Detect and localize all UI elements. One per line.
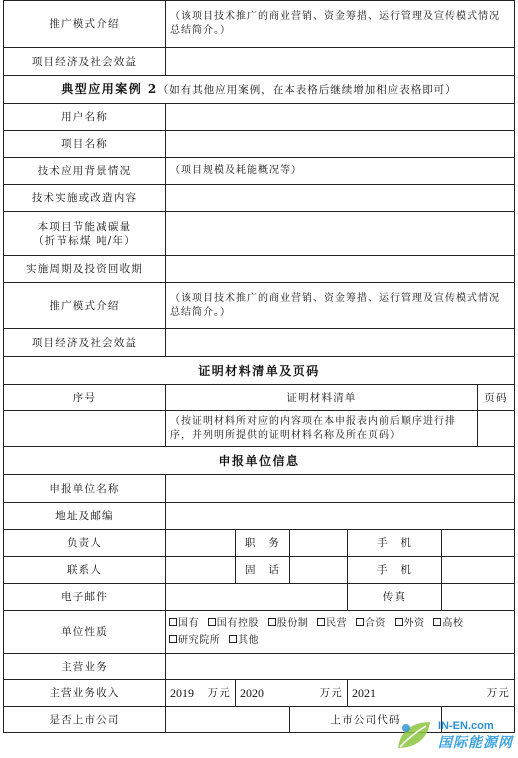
case2-benefit-row [4, 329, 515, 357]
nature-option-state-owned[interactable]: 国有 [169, 618, 199, 629]
applicant-phone-label: 固 话 [236, 557, 290, 584]
nature-option-university[interactable]: 高校 [433, 618, 463, 629]
case2-period-label: 实施周期及投资回收期 [4, 256, 166, 283]
applicant-revenue-label: 主营业务收入 [4, 680, 166, 707]
evidence-entry-row [4, 411, 515, 447]
applicant-mobile2-value[interactable] [442, 557, 515, 584]
application-form [3, 0, 514, 733]
applicant-phone-value[interactable] [290, 557, 348, 584]
case1-promotion-row [4, 1, 515, 48]
case2-user-row [4, 104, 515, 131]
applicant-mobile-value[interactable] [442, 530, 515, 557]
evidence-column-row [4, 385, 515, 411]
case2-saving-label [4, 212, 166, 256]
case1-benefit-label: 项目经济及社会效益 [4, 48, 166, 76]
case2-content-row [4, 185, 515, 212]
case2-project-row [4, 131, 515, 158]
evidence-col-list: 证明材料清单 [166, 385, 478, 411]
checkbox-icon[interactable] [433, 618, 441, 626]
watermark-en: IN-EN.com [438, 720, 494, 732]
revenue-year-2021: 2021 [352, 685, 376, 700]
applicant-business-value[interactable] [166, 654, 515, 680]
case2-period-value[interactable] [166, 256, 515, 283]
applicant-position-value[interactable] [290, 530, 348, 557]
evidence-col-page: 页码 [478, 385, 515, 411]
evidence-entry-page[interactable] [478, 411, 515, 447]
checkbox-icon[interactable] [356, 618, 364, 626]
case2-benefit-label: 项目经济及社会效益 [4, 329, 166, 357]
evidence-entry-note[interactable]: （按证明材料所对应的内容项在本申报表内前后顺序进行排序，并列明所提供的证明材料名称及所在页码） [166, 411, 478, 447]
applicant-mobile-label: 手 机 [348, 530, 442, 557]
revenue-unit-2021: 万元 [486, 686, 511, 699]
case1-promotion-note[interactable]: （该项目技术推广的商业营销、资金筹措、运行管理及宣传模式情况总结简介。） [166, 1, 515, 48]
case2-saving-label-line2: （折节标煤 吨/年） [33, 234, 136, 247]
revenue-2019-cell[interactable] [166, 680, 236, 707]
nature-option-state-controlled[interactable]: 国有控股 [208, 618, 259, 629]
nature-option-foreign[interactable]: 外资 [395, 618, 425, 629]
checkbox-icon[interactable] [395, 618, 403, 626]
applicant-fax-value[interactable] [442, 584, 515, 611]
case2-header-row [4, 76, 515, 104]
applicant-nature-options [166, 611, 515, 654]
watermark-cn: 国际能源网 [438, 734, 513, 750]
applicant-head-value[interactable] [166, 530, 236, 557]
applicant-email-value[interactable] [166, 584, 348, 611]
checkbox-icon[interactable] [317, 618, 325, 626]
checkbox-icon[interactable] [169, 618, 177, 626]
applicant-business-label: 主营业务 [4, 654, 166, 680]
revenue-year-2019: 2019 [170, 685, 194, 700]
applicant-address-row [4, 503, 515, 530]
form-table [3, 0, 515, 733]
case2-title-bold: 典型应用案例 2 [61, 82, 158, 96]
applicant-email-label: 电子邮件 [4, 584, 166, 611]
applicant-nature-row [4, 611, 515, 654]
case2-user-label: 用户名称 [4, 104, 166, 131]
applicant-contact-row [4, 557, 515, 584]
applicant-name-row [4, 475, 515, 503]
applicant-header-row [4, 447, 515, 475]
case2-background-label: 技术应用背景情况 [4, 158, 166, 185]
nature-option-joint-stock[interactable]: 股份制 [268, 618, 309, 629]
evidence-entry-no[interactable] [4, 411, 166, 447]
case2-benefit-value[interactable] [166, 329, 515, 357]
case2-saving-value[interactable] [166, 212, 515, 256]
applicant-name-value[interactable] [166, 475, 515, 503]
revenue-year-2020: 2020 [240, 685, 264, 700]
applicant-head-label: 负责人 [4, 530, 166, 557]
case2-content-label: 技术实施或改造内容 [4, 185, 166, 212]
revenue-2020-cell[interactable] [236, 680, 348, 707]
applicant-name-label: 申报单位名称 [4, 475, 166, 503]
applicant-fax-label: 传真 [348, 584, 442, 611]
checkbox-icon[interactable] [268, 618, 276, 626]
applicant-stock-code-label: 上市公司代码 [290, 707, 442, 733]
applicant-position-label: 职 务 [236, 530, 290, 557]
case2-promotion-note[interactable]: （该项目技术推广的商业营销、资金筹措、运行管理及宣传模式情况总结简介。） [166, 283, 515, 329]
applicant-mobile2-label: 手 机 [348, 557, 442, 584]
checkbox-icon[interactable] [208, 618, 216, 626]
applicant-revenue-row [4, 680, 515, 707]
applicant-business-row [4, 654, 515, 680]
evidence-section-title: 证明材料清单及页码 [4, 357, 515, 385]
applicant-contact-label: 联系人 [4, 557, 166, 584]
evidence-col-no: 序号 [4, 385, 166, 411]
applicant-contact-value[interactable] [166, 557, 236, 584]
in-en-watermark-logo [392, 718, 514, 752]
revenue-2021-cell[interactable] [348, 680, 515, 707]
case1-benefit-row [4, 48, 515, 76]
evidence-header-row [4, 357, 515, 385]
case2-background-row [4, 158, 515, 185]
applicant-section-title: 申报单位信息 [4, 447, 515, 475]
applicant-listed-value[interactable] [166, 707, 290, 733]
case1-benefit-value[interactable] [166, 48, 515, 76]
case2-background-note[interactable]: （项目规模及耗能概况等） [166, 158, 515, 185]
case2-saving-row [4, 212, 515, 256]
checkbox-icon[interactable] [229, 635, 237, 643]
case2-saving-label-line1: 本项目节能减碳量 [37, 220, 132, 233]
applicant-address-value[interactable] [166, 503, 515, 530]
applicant-listed-label: 是否上市公司 [4, 707, 166, 733]
case2-promotion-label: 推广模式介绍 [4, 283, 166, 329]
watermark-text [438, 720, 513, 752]
case2-section-title [4, 76, 515, 104]
nature-option-other[interactable]: 其他 [229, 635, 259, 646]
leaf-icon [392, 718, 436, 752]
case2-period-row [4, 256, 515, 283]
case2-promotion-row [4, 283, 515, 329]
case2-project-value[interactable] [166, 131, 515, 158]
revenue-unit-2020: 万元 [319, 686, 343, 699]
case2-user-value[interactable] [166, 104, 515, 131]
nature-option-research-institute[interactable]: 研究院所 [169, 635, 220, 646]
case2-content-value[interactable] [166, 185, 515, 212]
case2-project-label: 项目名称 [4, 131, 166, 158]
checkbox-icon[interactable] [169, 635, 177, 643]
applicant-head-row [4, 530, 515, 557]
applicant-email-row [4, 584, 515, 611]
nature-option-joint-venture[interactable]: 合资 [356, 618, 386, 629]
case1-promotion-label: 推广模式介绍 [4, 1, 166, 48]
applicant-nature-label: 单位性质 [4, 611, 166, 654]
nature-option-private[interactable]: 民营 [317, 618, 347, 629]
applicant-address-label: 地址及邮编 [4, 503, 166, 530]
revenue-unit-2019: 万元 [207, 686, 231, 699]
case2-title-note: （如有其他应用案例，在本表格后继续增加相应表格即可） [157, 84, 457, 96]
